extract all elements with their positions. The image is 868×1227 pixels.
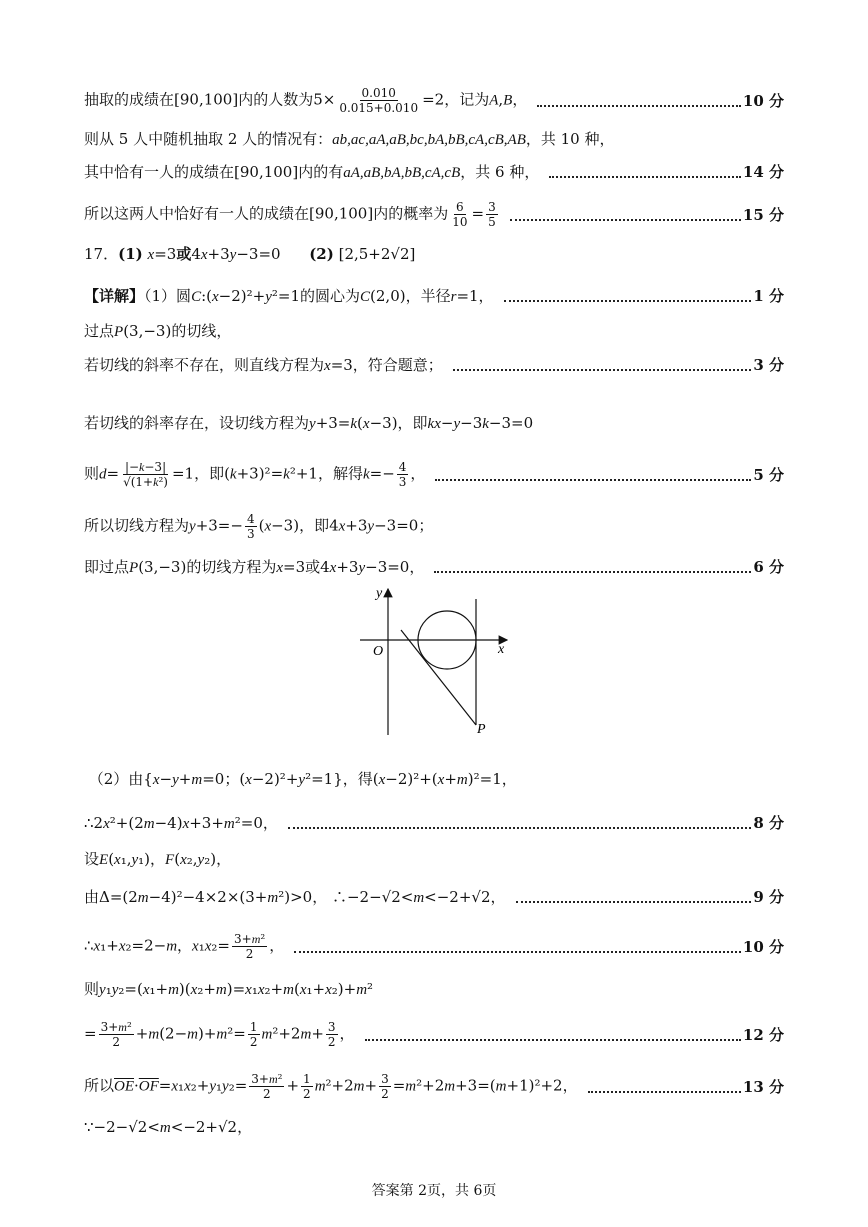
score-label: 10 分 (742, 92, 784, 110)
score-label: 14 分 (742, 163, 784, 181)
solution-line-14: ∴2x²+(2m−4)x+3+m²=0， 8 分 (84, 814, 784, 832)
score-label: 5 分 (753, 466, 784, 484)
solution-line-11: 所以切线方程为y+3=− $\frac{4}{3}$ (x−3)，即4x+3y−3=0； (84, 512, 434, 541)
solution-line-19: = $\frac{\text{3+m²}}{2}$ +m(2−m)+m²= $\frac{1}{2}$ m²+2m+ $\frac{3}{2}$ ， 12 分 (84, 1020, 784, 1049)
y-axis-label: y (376, 586, 383, 601)
solution-line-21: ∵−2−√2<m<−2+√2， (84, 1118, 253, 1136)
solution-line-2: 则从 5 人中随机抽取 2 人的情况有：ab,ac,aA,aB,bc,bA,bB,cA,cB,AB，共 10 种， (84, 130, 615, 148)
score-label: 6 分 (753, 558, 784, 576)
score-label: 1 分 (753, 287, 784, 305)
solution-line-13: （2）由{x−y+m=0；(x−2)²+y²=1}，得(x−2)²+(x+m)²=1， (84, 770, 517, 788)
solution-line-1: 抽取的成绩在[90,100]内的人数为5× $\frac{0.010}{0.015+0.010}$ =2，记为A,B， 10 分 (84, 86, 784, 115)
solution-line-20: 所以$\overline{OE}\cdot\overline{OF}=x_1x_2+y_1y_2=$ $\frac{\text{3+m²}}{2}$ + $\frac{1}{2}$ m²+2m+ $\frac{3}{2}$ =m²+2m+3=(m+1)²+2， 13 分 (84, 1072, 784, 1101)
solution-line-12: 即过点P(3,−3)的切线方程为x=3或4x+3y−3=0， 6 分 (84, 558, 784, 576)
x-axis-label: x (498, 642, 505, 657)
solution-line-4: 所以这两人中恰好有一人的成绩在[90,100]内的概率为 $\frac{6}{10}$ = $\frac{3}{5}$ 15 分 (84, 200, 784, 229)
solution-line-8: 若切线的斜率不存在，则直线方程为x=3，符合题意； 3 分 (84, 356, 784, 374)
point-p-label: P (477, 722, 486, 737)
score-label: 15 分 (742, 206, 784, 224)
score-label: 12 分 (742, 1026, 784, 1044)
solution-line-15: 设E(x₁,y₁)，F(x₂,y₂)， (84, 850, 232, 868)
score-label: 10 分 (742, 938, 784, 956)
score-label: 3 分 (753, 356, 784, 374)
solution-line-18: 则y₁y₂=(x₁+m)(x₂+m)=x₁x₂+m(x₁+x₂)+m² (84, 980, 374, 998)
solution-line-10: 则d= $\frac{|-k-3|}{\text{√(1+k²)}}$ =1，即(k+3)²=k²+1，解得k=− $\frac{4}{3}$ ， 5 分 (84, 460, 784, 489)
score-label: 8 分 (753, 814, 784, 832)
score-label: 13 分 (742, 1078, 784, 1096)
solution-line-3: 其中恰有一人的成绩在[90,100]内的有aA,aB,bA,bB,cA,cB，共 6 种， 14 分 (84, 163, 784, 181)
score-label: 9 分 (753, 888, 784, 906)
solution-line-7: 过点P(3,−3)的切线， (84, 322, 232, 340)
origin-label: O (373, 644, 384, 659)
solution-line-6: 【详解】（1）圆C:(x−2)²+y²=1的圆心为C(2,0)，半径r=1， 1 分 (84, 287, 784, 305)
solution-line-16: 由Δ=(2m−4)²−4×2×(3+m²)>0， ∴−2−√2<m<−2+√2， 9 分 (84, 888, 784, 906)
solution-line-17: ∴x₁+x₂=2−m，x₁x₂= $\frac{\text{3+m²}}{2}$ ， 10 分 (84, 932, 784, 961)
tangent-line-slope (401, 630, 476, 725)
solution-line-9: 若切线的斜率存在，设切线方程为y+3=k(x−3)，即kx−y−3k−3=0 (84, 414, 534, 432)
problem-17-answer: 17．(1) x=3或4x+3y−3=0 (2) [2,5+2√2] (84, 245, 416, 263)
page-footer: 答案第 2页，共 6页 (371, 1183, 497, 1199)
tangent-figure (355, 585, 515, 740)
